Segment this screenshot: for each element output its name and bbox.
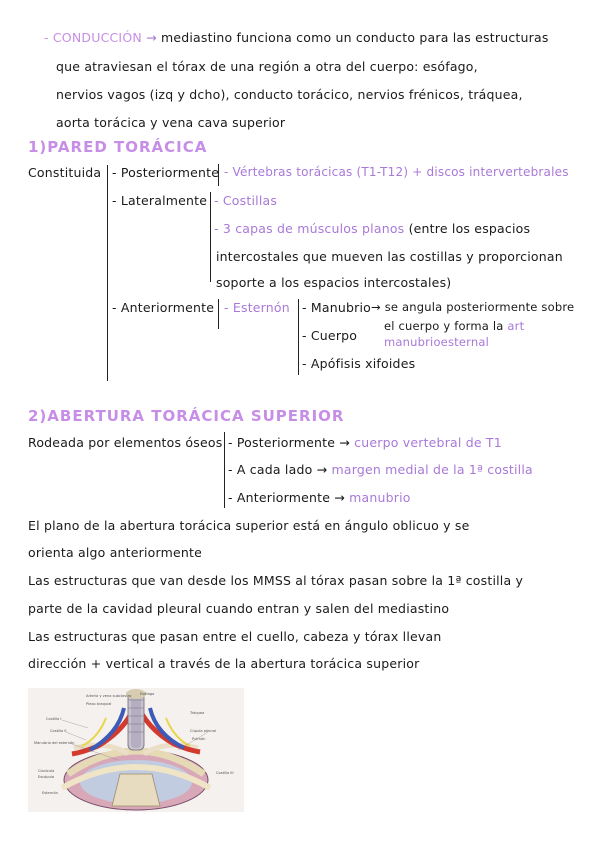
- cuerpo-label: - Cuerpo: [302, 328, 358, 343]
- oseos-brace: [224, 432, 225, 508]
- anteriormente-label: - Anteriormente: [112, 300, 215, 315]
- arrow-icon: →: [339, 435, 350, 450]
- intro-line-3: nervios vagos (izq y dcho), conducto torácico, nervios frénicos, tráquea,: [56, 87, 523, 102]
- arrow-icon: →: [146, 30, 157, 45]
- musculos-line-3: soporte a los espacios intercostales): [216, 275, 452, 290]
- manubrio-note-2-text: el cuerpo y forma la: [384, 319, 504, 333]
- post-brace: [218, 164, 219, 186]
- anatomy-illustration: [28, 688, 244, 812]
- svg-text:Clavícula: Clavícula: [38, 769, 55, 773]
- paragraph-2-line-1: Las estructuras que van desde los MMSS al tórax pasan sobre la 1ª costilla y: [28, 573, 524, 588]
- intro-line-1: [44, 30, 549, 45]
- paragraph-3-line-1: Las estructuras que pasan entre el cuello, cabeza y tórax llevan: [28, 629, 442, 644]
- rodeada-label: Rodeada por elementos óseos: [28, 435, 223, 450]
- main-brace: [107, 165, 108, 381]
- intro-line-2: que atraviesan el tórax de una región a otra del cuerpo: esófago,: [56, 59, 478, 74]
- posteriormente-label: - Posteriormente: [112, 165, 220, 180]
- abertura-lado-value: margen medial de la 1ª costilla: [331, 462, 533, 477]
- thoracic-inlet-drawing: [28, 688, 244, 812]
- esternon-brace: [298, 299, 299, 375]
- vertebras-text: - Vértebras torácicas (T1-T12) + discos intervertebrales: [224, 165, 569, 179]
- svg-text:Escápula: Escápula: [38, 775, 55, 779]
- svg-text:Manubrio del esternón: Manubrio del esternón: [34, 741, 75, 745]
- constituida-label: Constituida: [28, 165, 102, 180]
- svg-text:Pulmón: Pulmón: [192, 737, 206, 741]
- abertura-post-value: cuerpo vertebral de T1: [354, 435, 502, 450]
- musculos-line-1: [214, 221, 530, 236]
- abertura-lado: [228, 462, 533, 477]
- abertura-post-label: - Posteriormente: [228, 435, 336, 450]
- costillas-text: - Costillas: [214, 193, 278, 208]
- svg-text:Tráquea: Tráquea: [190, 711, 205, 715]
- arrow-icon: →: [334, 490, 345, 505]
- conduccion-label: - CONDUCCIÓN: [44, 30, 142, 45]
- section-2-title: 2)ABERTURA TORÁCICA SUPERIOR: [28, 407, 345, 425]
- musculos-text: - 3 capas de músculos planos: [214, 221, 405, 236]
- lat-brace: [210, 192, 211, 282]
- figure-label-esofago: Esófago: [140, 692, 155, 696]
- manubrio-label: - Manubrio: [302, 300, 371, 315]
- lateralmente-label: - Lateralmente: [112, 193, 208, 208]
- svg-text:Costilla II: Costilla II: [50, 729, 67, 733]
- paragraph-2-line-2: parte de la cavidad pleural cuando entran y salen del mediastino: [28, 601, 450, 616]
- paragraph-1-line-1: El plano de la abertura torácica superior está en ángulo oblicuo y se: [28, 518, 470, 533]
- svg-text:Costilla I: Costilla I: [46, 717, 62, 721]
- svg-text:Plexo braquial: Plexo braquial: [86, 702, 112, 706]
- svg-text:Costilla III: Costilla III: [216, 771, 234, 775]
- musculos-paren: (entre los espacios: [408, 221, 531, 236]
- art-text: art: [507, 319, 525, 333]
- paragraph-3-line-2: dirección + vertical a través de la abertura torácica superior: [28, 656, 420, 671]
- section-1-title: 1)PARED TORÁCICA: [28, 138, 208, 156]
- svg-text:Esternón: Esternón: [42, 791, 58, 795]
- intro-line-4: aorta torácica y vena cava superior: [56, 115, 286, 130]
- ant-brace: [218, 299, 219, 329]
- manubrio-note-1: → se angula posteriormente sobre: [371, 300, 575, 314]
- esternon-text: - Esternón: [224, 300, 290, 315]
- arrow-icon: →: [316, 462, 328, 477]
- manubrio-note-2: [384, 319, 524, 333]
- musculos-line-2: intercostales que mueven las costillas y proporcionan: [216, 249, 563, 264]
- abertura-lado-label: - A cada lado: [228, 462, 313, 477]
- abertura-post: [228, 435, 502, 450]
- svg-text:Cúpula pleural: Cúpula pleural: [190, 729, 217, 733]
- abertura-ant-value: manubrio: [349, 490, 411, 505]
- intro-text-1: mediastino funciona como un conducto para las estructuras: [160, 30, 549, 45]
- abertura-ant: [228, 490, 411, 505]
- manubrioesternal-text: manubrioesternal: [384, 335, 489, 349]
- apofisis-label: - Apófisis xifoides: [302, 356, 416, 371]
- paragraph-1-line-2: orienta algo anteriormente: [28, 545, 203, 560]
- abertura-ant-label: - Anteriormente: [228, 490, 331, 505]
- svg-text:Arteria y vena subclavias: Arteria y vena subclavias: [86, 694, 132, 698]
